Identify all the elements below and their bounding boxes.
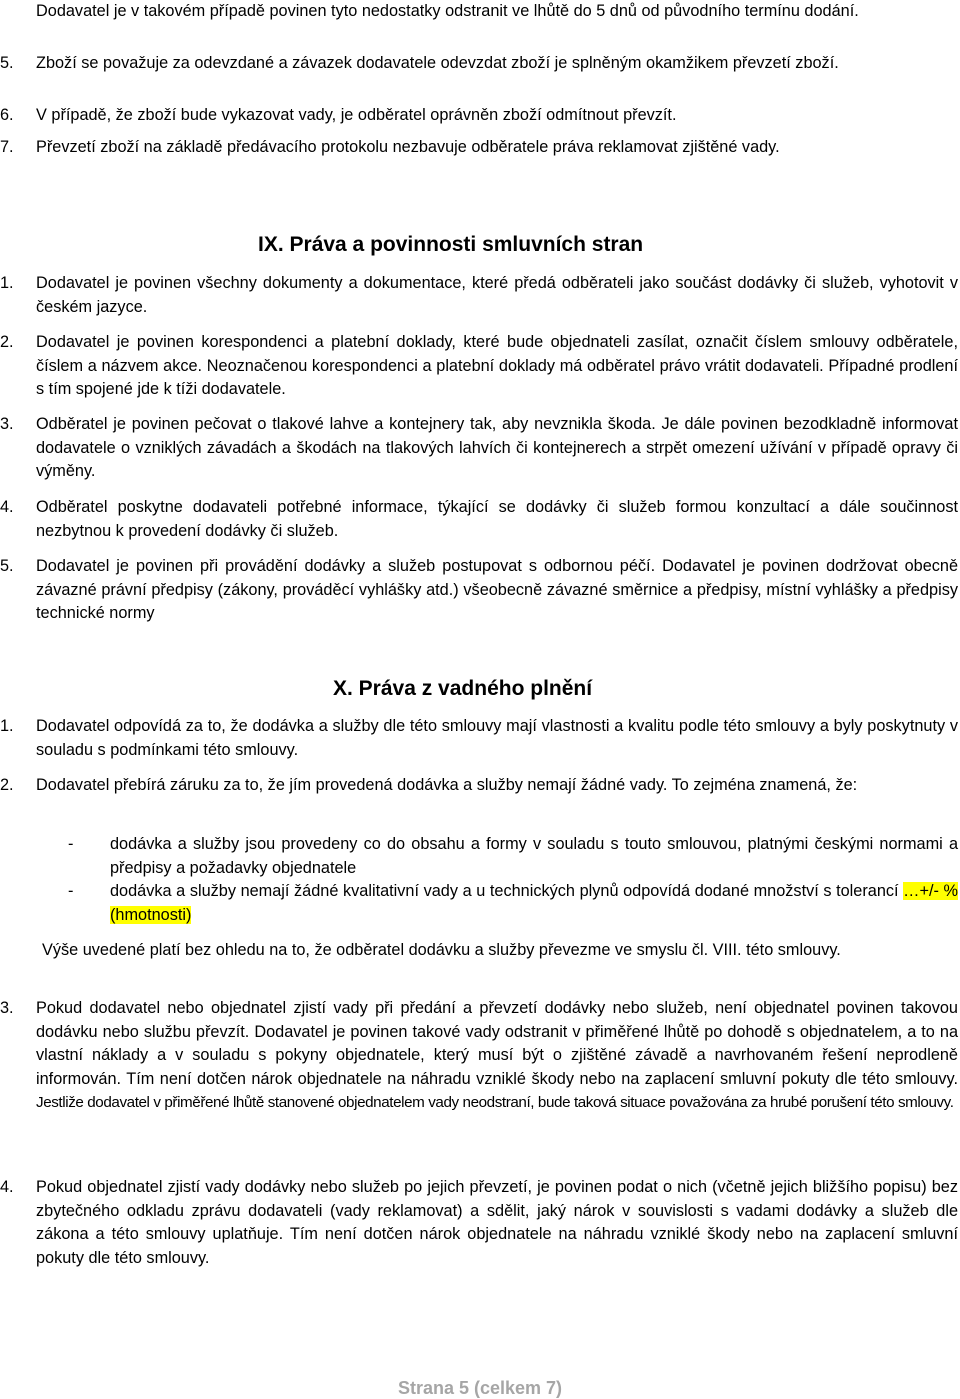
intro-paragraph — [36, 0, 958, 24]
item-text: Odběratel je povinen pečovat o tlakové lahve a kontejnery tak, aby nevznikla škoda. Je dále povinen bezodkladně informovat dodavatele o vzniklých závadách a škodách na tlakových lahvích či kontejnerech a strpět omezení užívání v případě opravy či výměny. — [36, 415, 958, 481]
item-number: 5. — [0, 54, 14, 72]
item-text: V případě, že zboží bude vykazovat vady, je odběratel oprávněn zboží odmítnout převzít. — [36, 106, 677, 124]
item-number: 1. — [0, 274, 14, 292]
section8-item-6 — [0, 104, 958, 128]
item-number: 1. — [0, 717, 14, 735]
item-text: Pokud objednatel zjistí vady dodávky nebo služeb po jejich převzetí, je povinen podat o nich (včetně jejich bližšího popisu) bez zbytečného odkladu zprávu dodavateli (vady reklamovat) a sdělit, jaký nárok v souvislosti s vadami dodávky a služeb dle zákona a této smlouvy uplatňuje. Tím není dotčen nárok objednatele na náhradu vzniklé škody nebo na zaplacení smluvní pokuty dle této smlouvy. — [36, 1178, 958, 1267]
item-text: Dodavatel je povinen všechny dokumenty a dokumentace, které předá odběrateli jako součást dodávky či služeb, vyhotovit v českém jazyce. — [36, 274, 958, 316]
intro-text: Dodavatel je v takovém případě povinen tyto nedostatky odstranit ve lhůtě do 5 dnů od původního termínu dodání. — [36, 2, 859, 20]
section9-item-4 — [0, 496, 958, 543]
section10-item-1 — [0, 715, 958, 762]
bullet-dash: - — [68, 835, 74, 853]
section9-item-2 — [0, 331, 958, 402]
section10-item-3 — [0, 997, 958, 1115]
item-number: 6. — [0, 106, 14, 124]
section10-note: Výše uvedené platí bez ohledu na to, že odběratel dodávku a služby převezme ve smyslu čl. VIII. této smlouvy. — [42, 941, 841, 959]
item-number: 4. — [0, 498, 14, 516]
page-footer: Strana 5 (celkem 7) — [397, 1378, 563, 1398]
item-number: 7. — [0, 138, 14, 156]
tolerance-highlight: …+/- % (hmotnosti) — [110, 882, 958, 924]
item-text: Dodavatel je povinen při provádění dodávky a služeb postupovat s odbornou péčí. Dodavatel je povinen dodržovat obecně závazné právní předpisy (zákony, prováděcí vyhlášky atd.) všeobecně závazné směrnice a předpisy, místní vyhlášky a předpisy technické normy — [36, 557, 958, 623]
bullet-item — [110, 880, 958, 927]
section8-item-7 — [0, 136, 958, 160]
item-text: Odběratel poskytne dodavateli potřebné informace, týkající se dodávky či služeb formou konzultací a dále součinnost nezbytnou k provedení dodávky či služeb. — [36, 498, 958, 540]
item-text: Zboží se považuje za odevzdané a závazek dodavatele odevzdat zboží je splněným okamžikem převzetí zboží. — [36, 54, 839, 72]
item-text-fine: Jestliže dodavatel v přiměřené lhůtě stanovené objednatelem vady neodstraní, bude taková situace považována za hrubé porušení této smlouvy. — [36, 1094, 954, 1112]
section9-item-3 — [0, 413, 958, 484]
section10-item-2 — [0, 774, 958, 798]
section10-item-4 — [0, 1176, 958, 1270]
section8-item-5 — [0, 52, 958, 76]
item-text: Dodavatel přebírá záruku za to, že jím provedená dodávka a služby nemají žádné vady. To zejména znamená, že: — [36, 776, 858, 794]
item-number: 5. — [0, 557, 14, 575]
section9-item-5 — [0, 555, 958, 626]
section9-item-1 — [0, 272, 958, 319]
item-number: 2. — [0, 776, 14, 794]
item-number: 4. — [0, 1178, 14, 1196]
section10-heading: X. Práva z vadného plnění — [333, 677, 593, 700]
item-number: 2. — [0, 333, 14, 351]
item-number: 3. — [0, 999, 14, 1017]
bullet-text: dodávka a služby nemají žádné kvalitativní vady a u technických plynů odpovídá dodané množství s tolerancí — [110, 882, 904, 900]
item-text: Převzetí zboží na základě předávacího protokolu nezbavuje odběratele práva reklamovat zjištěné vady. — [36, 138, 780, 156]
item-number: 3. — [0, 415, 14, 433]
section9-heading: IX. Práva a povinnosti smluvních stran — [258, 233, 644, 256]
item-text: Pokud dodavatel nebo objednatel zjistí vady při předání a převzetí dodávky nebo služeb, není objednatel povinen takovou dodávku nebo službu převzít. Dodavatel je povinen takové vady odstranit v přiměřené lhůtě po dohodě s objednatelem, a to na vlastní náklady a v souladu s pokyny objednatele, který musí být o zjištěné závadě a navrhovaném řešení neprodleně informován. Tím není dotčen nárok objednatele na náhradu vzniklé škody nebo na zaplacení smluvní pokuty dle této smlouvy. — [36, 999, 958, 1088]
item-text: Dodavatel odpovídá za to, že dodávka a služby dle této smlouvy mají vlastnosti a kvalitu podle této smlouvy a byly poskytnuty v souladu s podmínkami této smlouvy. — [36, 717, 958, 759]
bullet-dash: - — [68, 882, 74, 900]
bullet-item: dodávka a služby jsou provedeny co do obsahu a formy v souladu s touto smlouvou, platnými českými normami a předpisy a požadavky objednatele — [110, 835, 958, 877]
item-text: Dodavatel je povinen korespondenci a platební doklady, které bude objednateli zasílat, označit číslem smlouvy odběratele, číslem a názvem akce. Neoznačenou korespondenci a platební doklady má odběratel právo vrátit dodavateli. Případné prodlení s tím spojené jde k tíži dodavatele. — [36, 333, 958, 399]
